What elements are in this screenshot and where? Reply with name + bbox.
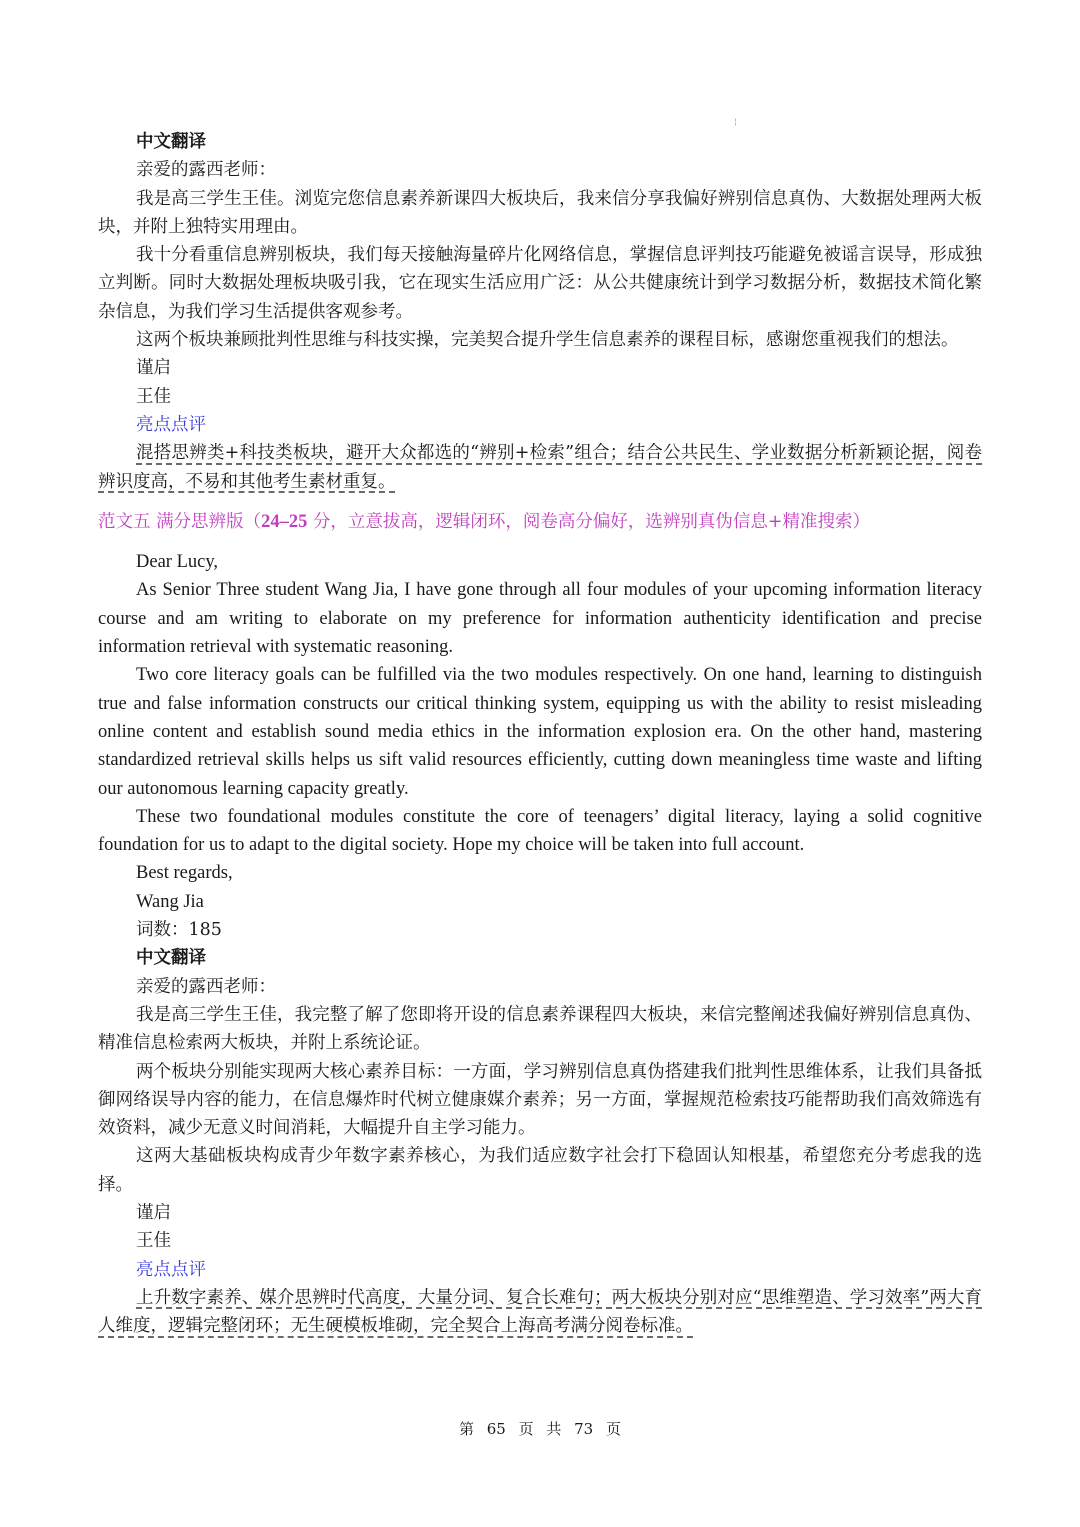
word-count: 词数：185	[136, 920, 222, 941]
english-paragraph: These two foundational modules constitute the core of teenagers’ digital literacy, laying a solid cognitive foundation for us to adapt to the digital society. Hope my choice will be taken into full account.	[98, 806, 982, 856]
highlight-comment	[98, 1284, 982, 1341]
highlight-title: 亮点点评	[136, 414, 206, 435]
document-body	[98, 128, 982, 1340]
highlight-title: 亮点点评	[136, 1259, 206, 1280]
letter-paragraph: 我是高三学生王佳，我完整了解了您即将开设的信息素养课程四大板块，来信完整阐述我偏好辨别信息真伪、精准信息检索两大板块，并附上系统论证。	[98, 1004, 982, 1054]
sample-heading-score: 24–25	[261, 511, 308, 532]
highlight-comment	[98, 439, 982, 496]
english-greeting: Dear Lucy,	[136, 552, 219, 573]
letter-paragraph: 这两大基础板块构成青少年数字素养核心，为我们适应数字社会打下稳固认知根基，希望您充分考虑我的选择。	[98, 1146, 982, 1195]
letter-greeting: 亲爱的露西老师：	[136, 160, 276, 181]
english-paragraph: As Senior Three student Wang Jia, I have gone through all four modules of your upcoming information literacy course and am writing to elaborate on my preference for information authenticity identification and precise information retrieval with systematic reasoning.	[98, 580, 982, 658]
sample-heading-rest: 分，立意拔高，逻辑闭环，阅卷高分偏好，选辨别真伪信息+精准搜索）	[307, 511, 871, 532]
letter-paragraph: 我是高三学生王佳。浏览完您信息素养新课四大板块后，我来信分享我偏好辨别信息真伪、大数据处理两大板块，并附上独特实用理由。	[98, 188, 982, 237]
stray-mark: ¦	[734, 117, 737, 126]
translation-heading: 中文翻译	[136, 132, 206, 152]
english-signature: Wang Jia	[136, 891, 204, 912]
translation-heading: 中文翻译	[136, 948, 206, 969]
page-number-footer: 第 65 页 共 73 页	[458, 1420, 621, 1438]
highlight-comment-text: 上升数字素养、媒介思辨时代高度，大量分词、复合长难句；两大板块分别对应“思维塑造、学习效率”两大育人维度，逻辑完整闭环；无生硬模板堆砌，完全契合上海高考满分阅卷标准。	[98, 1287, 982, 1337]
letter-paragraph: 这两个板块兼顾批判性思维与科技实操，完美契合提升学生信息素养的课程目标，感谢您重视我们的想法。	[136, 330, 959, 351]
letter-greeting: 亲爱的露西老师：	[136, 976, 276, 997]
english-closing: Best regards,	[136, 863, 233, 884]
highlight-comment-text: 混搭思辨类+科技类板块，避开大众都选的“辨别+检索”组合；结合公共民生、学业数据分析新颖论据，阅卷辨识度高，不易和其他考生素材重复。	[98, 443, 982, 492]
sample-heading-label: 范文五 满分思辨版（	[98, 511, 262, 532]
letter-signature: 王佳	[136, 386, 171, 407]
sample-heading	[98, 508, 982, 536]
letter-paragraph: 两个板块分别能实现两大核心素养目标：一方面，学习辨别信息真伪搭建我们批判性思维体系，让我们具备抵御网络误导内容的能力，在信息爆炸时代树立健康媒介素养；另一方面，掌握规范检索技巧能帮助我们高效筛选有效资料，减少无意义时间消耗，大幅提升自主学习能力。	[98, 1061, 982, 1139]
english-paragraph: Two core literacy goals can be fulfilled via the two modules respectively. On one hand, learning to distinguish true and false information constructs our critical thinking system, equipping us with the ability to resist misleading online content and establish sound media ethics in the information explosion era. On the other hand, mastering standardized retrieval skills helps us sift valid resources efficiently, cutting down meaningless time waste and lifting our autonomous learning capacity greatly.	[98, 665, 982, 799]
letter-closing: 谨启	[136, 358, 171, 379]
letter-signature: 王佳	[136, 1231, 171, 1252]
letter-closing: 谨启	[136, 1202, 171, 1223]
letter-paragraph: 我十分看重信息辨别板块，我们每天接触海量碎片化网络信息，掌握信息评判技巧能避免被谣言误导，形成独立判断。同时大数据处理板块吸引我，它在现实生活应用广泛：从公共健康统计到学习数据分析，数据技术简化繁杂信息，为我们学习生活提供客观参考。	[98, 245, 982, 322]
